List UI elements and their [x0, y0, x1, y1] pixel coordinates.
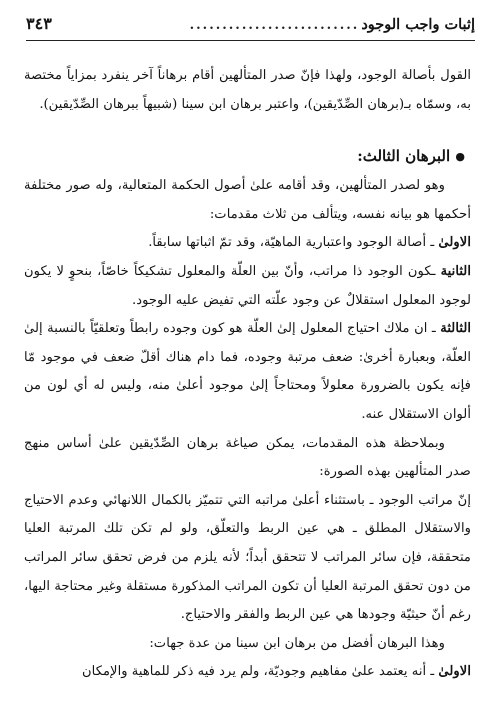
paragraph-argument: إنّ مراتب الوجود ـ باستثناء أعلىٰ مراتبه التي تتميّز بالكمال اللانهائي وعدم الاحتياج والاستقلال المطلق ـ هي عين الربط والتعلّق، ولو لم تكن تلك المرتبة العليا متحققة، فإن سائر المراتب لا تتحقق أبداً؛ لأنه يلزم من فرض تحقق سائر المراتب من دون تحقق المرتبة العليا أن تكون المراتب المذكورة مستقلة وغير محتاجة اليها، رغم أنّ حيثيّة وجودها هي عين الربط والفقر والاحتياج. — [24, 492, 471, 623]
section-heading-text: البرهان الثالث: — [357, 147, 451, 166]
running-header — [26, 14, 475, 41]
premise-second — [24, 258, 471, 315]
header-dot-leader: .......................... — [189, 18, 360, 33]
page-number: ٣٤٣ — [26, 14, 52, 33]
header-title: إثبات واجب الوجود — [361, 16, 475, 33]
page-body — [24, 62, 471, 687]
premise-second-text: ـكون الوجود ذا مراتب، وأنّ بين العلّة والمعلول تشكيكاً خاصّاً، بنحوٍ لا يكون لوجود المعلول استقلالٌ عن وجود علّته التي تفيض عليه الوجود. — [24, 263, 471, 308]
paragraph-comparison: وهذا البرهان أفضل من برهان ابن سينا من عدة جهات: — [149, 635, 445, 651]
section-heading — [24, 141, 471, 172]
premise-first — [24, 229, 471, 258]
paragraph-formulation: وبملاحظة هذه المقدمات، يمكن صياغة برهان الصِّدّيقين علىٰ أساس منهج صدر المتألهين بهذه الصورة: — [24, 435, 471, 480]
point-first — [24, 658, 471, 687]
premise-first-text: ـ أصالة الوجود واعتبارية الماهيّة، وقد تمّ اثباتها سابقاً. — [148, 235, 439, 251]
premise-third — [24, 315, 471, 429]
spacer — [24, 119, 471, 141]
point-first-text: ـ أنه يعتمد علىٰ مفاهيم وجوديّة، ولم يرد فيه ذكر للماهية والإمكان — [82, 664, 439, 680]
bullet-icon: ● — [455, 150, 465, 164]
premise-third-text: ـ ان ملاك احتياج المعلول إلىٰ العلّة هو كون وجوده رابطاً وتعلقيّاً بالنسبة إلىٰ العلّة، وبعبارة أخرىٰ: ضعف مرتبة وجوده، فما دام هناك أقلّ ضعف في موجود مّا فإنه يكون بالضرورة معلولاً ومحتاجاً إلىٰ موجود أعلىٰ منه، وليس له أي لون من ألوان الاستقلال عنه. — [24, 321, 471, 422]
premise-second-label: الثانية — [440, 263, 471, 279]
paragraph-intro: القول بأصالة الوجود، ولهذا فإنّ صدر المتألهين أقام برهاناً آخر ينفرد بمزاياً مختصة به، وسمّاه بـ(برهان الصِّدّيقين)، واعتبر برهان ابن سينا (شبيهاً ببرهان الصِّدّيقين). — [24, 68, 471, 112]
point-first-label: الاولىٰ — [438, 664, 471, 680]
paragraph-proof-intro: وهو لصدر المتألهين، وقد أقامه علىٰ أصول الحكمة المتعالية، وله صور مختلفة أحكمها هو بيانه نفسه، ويتألف من ثلاث مقدمات: — [24, 178, 471, 222]
premise-third-label: الثالثة — [440, 321, 471, 337]
premise-first-label: الاولىٰ — [438, 235, 471, 251]
